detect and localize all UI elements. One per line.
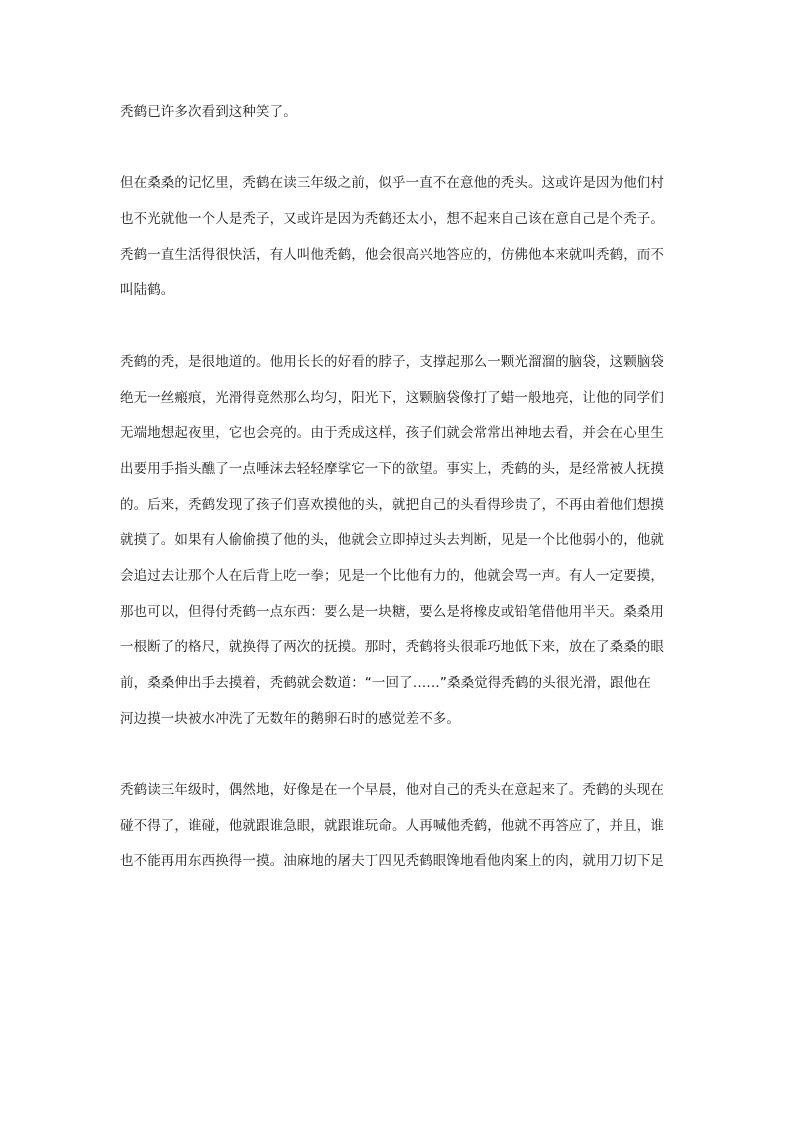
- paragraph-3: [120, 345, 680, 738]
- document-page: [120, 95, 680, 880]
- paragraph-gap: [120, 309, 680, 345]
- text-line: 秃鹤读三年级时，偶然地，好像是在一个早晨，他对自己的秃头在意起来了。秃鹤的头现在: [120, 782, 664, 799]
- text-line: 那也可以，但得付秃鹤一点东西：要么是一块糖，要么是将橡皮或铅笔借他用半天。桑桑用: [120, 603, 664, 620]
- text-line: 秃鹤一直生活得很快活，有人叫他秃鹤，他会很高兴地答应的，仿佛他本来就叫秃鹤，而不: [120, 246, 664, 263]
- text-line: 也不光就他一个人是秃子，又或许是因为秃鹤还太小，想不起来自己该在意自己是个秃子。: [120, 211, 664, 228]
- text-line: 秃鹤已许多次看到这种笑了。: [120, 104, 297, 120]
- text-line: 的。后来，秃鹤发现了孩子们喜欢摸他的头，就把自己的头看得珍贵了，不再由着他们想摸: [120, 496, 664, 513]
- text-line: 出要用手指头醮了一点唾沫去轻轻摩挲它一下的欲望。事实上，秃鹤的头，是经常被人抚摸: [120, 460, 664, 477]
- text-line: 但在桑桑的记忆里，秃鹤在读三年级之前，似乎一直不在意他的秃头。这或许是因为他们村: [120, 175, 664, 192]
- text-line: 叫陆鹤。: [120, 282, 175, 299]
- text-line: 秃鹤的秃，是很地道的。他用长长的好看的脖子，支撑起那么一颗光溜溜的脑袋，这颗脑袋: [120, 353, 664, 370]
- paragraph-2: [120, 166, 680, 309]
- text-line: 一根断了的格尺，就换得了两次的抚摸。那时，秃鹤将头很乖巧地低下来，放在了桑桑的眼: [120, 639, 664, 656]
- paragraph-1: [120, 95, 680, 131]
- paragraph-gap: [120, 737, 680, 773]
- text-line: 也不能再用东西换得一摸。油麻地的屠夫丁四见秃鹤眼馋地看他肉案上的肉，就用刀切下足: [120, 853, 664, 870]
- text-line: 就摸了。如果有人偷偷摸了他的头，他就会立即掉过头去判断，见是一个比他弱小的，他就: [120, 532, 664, 549]
- text-line: 绝无一丝瘢痕，光滑得竟然那么均匀，阳光下，这颗脑袋像打了蜡一般地亮，让他的同学们: [120, 389, 664, 406]
- text-line: 无端地想起夜里，它也会亮的。由于秃成这样，孩子们就会常常出神地去看，并会在心里生: [120, 425, 664, 442]
- text-line: 会追过去让那个人在后背上吃一拳；见是一个比他有力的，他就会骂一声。有人一定要摸，: [120, 567, 664, 584]
- paragraph-gap: [120, 131, 680, 167]
- text-line: 河边摸一块被水冲洗了无数年的鹅卵石时的感觉差不多。: [120, 710, 460, 727]
- paragraph-4: [120, 773, 680, 880]
- text-line: 碰不得了，谁碰，他就跟谁急眼，就跟谁玩命。人再喊他秃鹤，他就不再答应了，并且，谁: [120, 817, 664, 834]
- text-line: 前，桑桑伸出手去摸着，秃鹤就会数道：“一回了……”桑桑觉得秃鹤的头很光滑，跟他在: [120, 675, 651, 691]
